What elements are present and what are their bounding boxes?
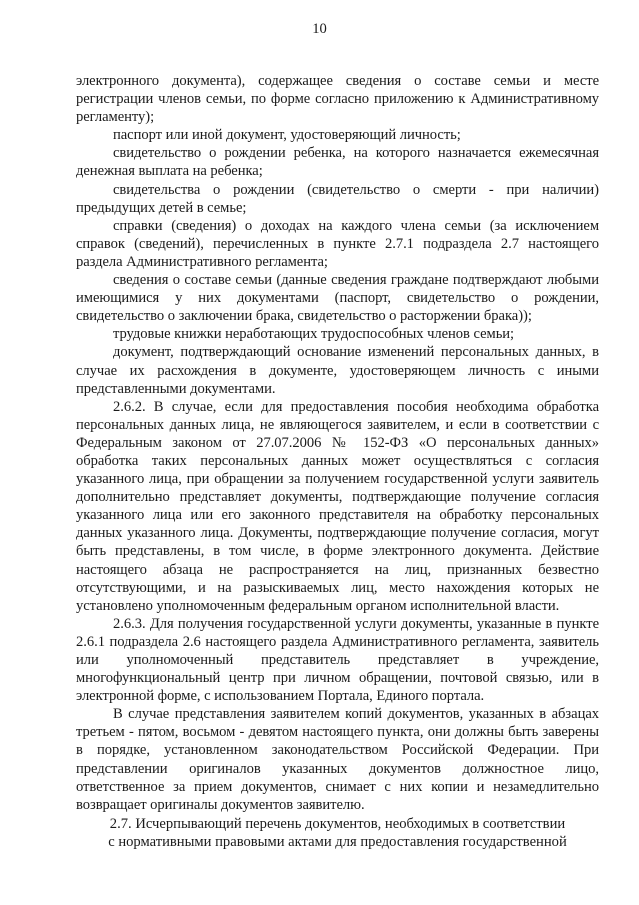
section-heading-2-7: [76, 815, 599, 851]
list-item-personal-data-change-document: документ, подтверждающий основание изменений персональных данных, в случае их расхождения в документе, удостоверяющем личность с иными представленными документами.: [76, 344, 599, 397]
paragraph-2-6-3: 2.6.3. Для получения государственной услуги документы, указанные в пункте 2.6.1 подраздела 2.6 настоящего раздела Административного регламента, заявитель или уполномоченный представитель представляет в учреждение, многофункциональный центр при личном обращении, почтовой связью, или в электронной форме, с использованием Портала, Единого портала.: [76, 615, 599, 705]
list-item-income-certificates: справки (сведения) о доходах на каждого члена семьи (за исключением справок (сведений), перечисленных в пункте 2.7.1 подраздела 2.7 настоящего раздела Административного регламента;: [76, 217, 599, 270]
document-body: [76, 72, 599, 814]
section-heading-line-2: с нормативными правовыми актами для предоставления государственной: [108, 834, 567, 851]
list-item-previous-children-certificates: свидетельства о рождении (свидетельство о смерти - при наличии) предыдущих детей в семье;: [76, 181, 599, 216]
page-number: 10: [312, 21, 327, 37]
paragraph-2-6-2: 2.6.2. В случае, если для предоставления пособия необходима обработка персональных данных лица, не являющегося заявителем, и если в соответствии с Федеральным законом от 27.07.2006 № 152-ФЗ «О персональных данных» обработка таких персональных данных может осуществляться с согласия указанного лица, при обращении за получением государственной услуги заявитель дополнительно представляет документы, подтверждающие получение согласия указанного лица или его законного представителя на обработку персональных данных указанного лица. Документы, подтверждающие получение согласия, могут быть представлены, в том числе, в форме электронного документа. Действие настоящего абзаца не распространяется на лиц, признанных безвестно отсутствующими, и на разыскиваемых лиц, место нахождения которых не установлено уполномоченным федеральным органом исполнительной власти.: [76, 398, 599, 614]
section-heading-line-1: 2.7. Исчерпывающий перечень документов, необходимых в соответствии: [109, 816, 566, 832]
list-item-work-records: трудовые книжки неработающих трудоспособных членов семьи;: [113, 326, 515, 343]
paragraph-copies-certification: В случае представления заявителем копий документов, указанных в абзацах третьем - пятом, восьмом - девятом настоящего пункта, они должны быть заверены в порядке, установленном законодательством Российской Федерации. При представлении оригиналов указанных документов должностное лицо, ответственное за прием документов, снимает с них копии и незамедлительно возвращает оригиналы документов заявителю.: [76, 706, 599, 813]
list-item-family-composition: сведения о составе семьи (данные сведения граждане подтверждают любыми имеющимися у них документами (паспорт, свидетельство о рождении, свидетельство о заключении брака, свидетельство о расторжении брака));: [76, 272, 599, 325]
list-item-passport: паспорт или иной документ, удостоверяющий личность;: [113, 127, 461, 144]
list-item-birth-certificate: свидетельство о рождении ребенка, на которого назначается ежемесячная денежная выплата на ребенка;: [76, 145, 599, 180]
paragraph-continuation: электронного документа), содержащее сведения о составе семьи и месте регистрации членов семьи, по форме согласно приложению к Административному регламенту);: [76, 73, 599, 126]
